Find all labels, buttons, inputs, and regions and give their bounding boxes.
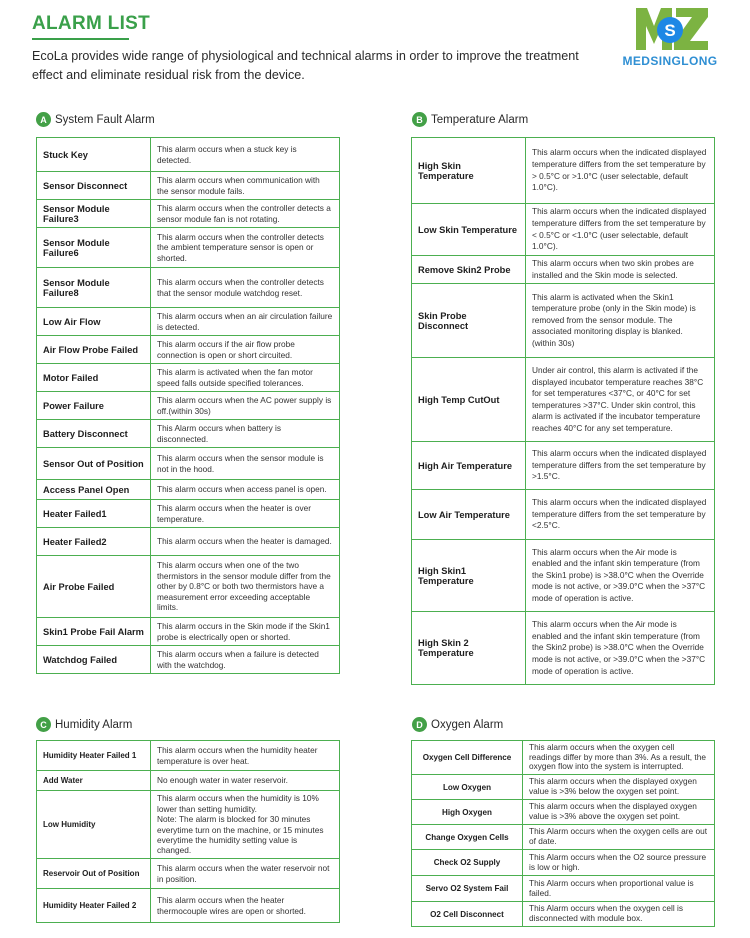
table-row (37, 889, 340, 923)
brand-logo (604, 4, 736, 76)
table-row (412, 775, 715, 800)
alarm-name: Battery Disconnect (37, 420, 151, 448)
alarm-name: Sensor Module Failure3 (37, 200, 151, 228)
table-row (412, 825, 715, 850)
section-a-badge: A (36, 112, 51, 127)
alarm-description: Under air control, this alarm is activated if the displayed incubator temperature reaches 38°C for set temperatures <37°C, or 40°C for set temperatures >37°C. Under skin control, this alarm is activated if the incubator temperature reaches 40°C for any set temperature. (526, 358, 715, 442)
alarm-description: This alarm occurs when the heater thermocouple wires are open or shorted. (151, 889, 340, 923)
alarm-description: This Alarm occurs when the oxygen cell is disconnected with module box. (523, 902, 715, 927)
alarm-name: Air Probe Failed (37, 556, 151, 618)
alarm-description: This alarm occurs when the controller detects that the sensor module watchdog reset. (151, 268, 340, 308)
alarm-name: Watchdog Failed (37, 646, 151, 674)
table-row (37, 138, 340, 172)
alarm-name: Humidity Heater Failed 2 (37, 889, 151, 923)
alarm-description: This alarm occurs when an air circulation failure is detected. (151, 308, 340, 336)
alarm-name: Sensor Module Failure8 (37, 268, 151, 308)
alarm-name: Low Skin Temperature (412, 204, 526, 256)
alarm-name: Heater Failed2 (37, 528, 151, 556)
alarm-description: This alarm occurs when the sensor module is not in the hood. (151, 448, 340, 480)
alarm-name: Sensor Disconnect (37, 172, 151, 200)
table-row (37, 500, 340, 528)
alarm-description: This alarm is activated when the Skin1 temperature probe (only in the Skin mode) is removed from the sensor module. The associated monitoring display is blanked. (within 30s) (526, 284, 715, 358)
section-b-title: Temperature Alarm (431, 113, 529, 126)
alarm-description: This alarm occurs when the water reservoir not in position. (151, 859, 340, 889)
alarm-description: This Alarm occurs when the oxygen cells are out of date. (523, 825, 715, 850)
alarm-name: High Skin1 Temperature (412, 540, 526, 612)
alarm-description: This alarm is activated when the fan motor speed falls outside specified tolerances. (151, 364, 340, 392)
section-c-badge: C (36, 717, 51, 732)
alarm-description: This alarm occurs when the AC power supply is off.(within 30s) (151, 392, 340, 420)
table-row (412, 138, 715, 204)
logo-text: MEDSINGLONG (622, 54, 718, 68)
alarm-name: Remove Skin2 Probe (412, 256, 526, 284)
table-row (412, 902, 715, 927)
alarm-description: This alarm occurs when the heater is damaged. (151, 528, 340, 556)
table-row (37, 172, 340, 200)
alarm-name: Humidity Heater Failed 1 (37, 741, 151, 771)
alarm-description: This alarm occurs when one of the two thermistors in the sensor module differ from the other by 0.8°C or both two thermistors have a measurement error exceeding acceptable limits. (151, 556, 340, 618)
alarm-description: This Alarm occurs when the O2 source pressure is low or high. (523, 850, 715, 876)
table-row (37, 741, 340, 771)
humidity-alarm-table (36, 740, 340, 923)
alarm-description: This alarm occurs when the humidity is 10% lower than setting humidity. Note: The alarm is blocked for 30 minutes everytime turn on the machine, or 15 minutes everytime the humidity setting value is changed. (151, 791, 340, 859)
oxygen-alarm-table (411, 740, 715, 927)
alarm-description: This Alarm occurs when proportional value is failed. (523, 876, 715, 902)
section-b-heading (412, 112, 528, 127)
intro-paragraph: EcoLa provides wide range of physiological and technical alarms in order to improve the treatment effect and eliminate residual risk from the device. (32, 49, 579, 82)
table-row (412, 256, 715, 284)
table-row (412, 800, 715, 825)
alarm-description: This alarm occurs in the Skin mode if the Skin1 probe is electrically open or shorted. (151, 618, 340, 646)
alarm-description: This alarm occurs when two skin probes are installed and the Skin mode is selected. (526, 256, 715, 284)
alarm-description: This Alarm occurs when battery is disconnected. (151, 420, 340, 448)
table-row (412, 540, 715, 612)
alarm-name: Sensor Module Failure6 (37, 228, 151, 268)
alarm-name: Low Air Flow (37, 308, 151, 336)
alarm-description: This alarm occurs when a failure is detected with the watchdog. (151, 646, 340, 674)
section-a-title: System Fault Alarm (55, 113, 155, 126)
table-row (37, 336, 340, 364)
alarm-name: High Temp CutOut (412, 358, 526, 442)
alarm-name: High Air Temperature (412, 442, 526, 490)
table-row (37, 308, 340, 336)
alarm-name: Motor Failed (37, 364, 151, 392)
alarm-description: This alarm occurs when the indicated displayed temperature differs from the set temperature by > 0.5°C or >1.0°C (user selectable, default 1.0°C). (526, 138, 715, 204)
table-row (412, 490, 715, 540)
section-d-badge: D (412, 717, 427, 732)
table-row (37, 528, 340, 556)
alarm-name: Power Failure (37, 392, 151, 420)
table-row (37, 448, 340, 480)
table-row (37, 364, 340, 392)
section-d-heading (412, 717, 503, 732)
alarm-name: Sensor Out of Position (37, 448, 151, 480)
alarm-name: High Skin 2 Temperature (412, 612, 526, 685)
alarm-name: Change Oxygen Cells (412, 825, 523, 850)
alarm-name: Add Water (37, 771, 151, 791)
alarm-name: Low Air Temperature (412, 490, 526, 540)
table-row (37, 420, 340, 448)
alarm-description: This alarm occurs if the air flow probe connection is open or short circuited. (151, 336, 340, 364)
temperature-alarm-table (411, 137, 715, 685)
table-row (37, 392, 340, 420)
table-row (412, 204, 715, 256)
table-row (412, 358, 715, 442)
table-row (412, 850, 715, 876)
alarm-name: Reservoir Out of Position (37, 859, 151, 889)
table-row (412, 284, 715, 358)
alarm-description: This alarm occurs when communication with the sensor module fails. (151, 172, 340, 200)
alarm-description: This alarm occurs when the Air mode is enabled and the infant skin temperature (from the Skin1 probe) is >38.0°C when the Override mode is not active, or >39.0°C when the >37°C mode of operation is active. (526, 540, 715, 612)
alarm-name: Skin Probe Disconnect (412, 284, 526, 358)
alarm-description: This alarm occurs when the displayed oxygen value is >3% below the oxygen set point. (523, 775, 715, 800)
svg-text:S: S (664, 21, 676, 40)
title-underline (32, 38, 129, 40)
alarm-name: Check O2 Supply (412, 850, 523, 876)
table-row (37, 791, 340, 859)
alarm-name: Air Flow Probe Failed (37, 336, 151, 364)
alarm-description: This alarm occurs when access panel is open. (151, 480, 340, 500)
alarm-description: This alarm occurs when the displayed oxygen value is >3% above the oxygen set point. (523, 800, 715, 825)
alarm-name: Oxygen Cell Difference (412, 741, 523, 775)
section-c-title: Humidity Alarm (55, 718, 133, 731)
table-row (37, 646, 340, 674)
alarm-description: This alarm occurs when the Air mode is enabled and the infant skin temperature (from the Skin2 probe) is >38.0°C when the Override mode is not active, or >39.0°C when the >37°C mode of operation is active. (526, 612, 715, 685)
section-d-title: Oxygen Alarm (431, 718, 504, 731)
alarm-description: No enough water in water reservoir. (151, 771, 340, 791)
alarm-description: This alarm occurs when the oxygen cell readings differ by more than 3%. As a result, the oxygen flow into the system is interrupted. (523, 741, 715, 775)
alarm-name: Low Oxygen (412, 775, 523, 800)
alarm-name: Access Panel Open (37, 480, 151, 500)
alarm-name: Low Humidity (37, 791, 151, 859)
alarm-name: High Oxygen (412, 800, 523, 825)
table-row (412, 612, 715, 685)
alarm-description: This alarm occurs when a stuck key is detected. (151, 138, 340, 172)
alarm-description: This alarm occurs when the heater is over temperature. (151, 500, 340, 528)
page-title: ALARM LIST (32, 13, 151, 34)
logo-mark-icon (604, 4, 736, 54)
table-row (37, 480, 340, 500)
alarm-description: This alarm occurs when the controller detects the ambient temperature sensor is open or shorted. (151, 228, 340, 268)
alarm-description: This alarm occurs when the indicated displayed temperature differs from the set temperature by < 0.5°C or <1.0°C (user selectable, default 1.0°C). (526, 204, 715, 256)
table-row (37, 771, 340, 791)
table-row (37, 618, 340, 646)
alarm-name: O2 Cell Disconnect (412, 902, 523, 927)
table-row (412, 876, 715, 902)
alarm-name: Skin1 Probe Fail Alarm (37, 618, 151, 646)
table-row (37, 268, 340, 308)
alarm-name: High Skin Temperature (412, 138, 526, 204)
alarm-description: This alarm occurs when the indicated displayed temperature differs from the set temperature by >1.5°C. (526, 442, 715, 490)
alarm-description: This alarm occurs when the indicated displayed temperature differs from the set temperature by <2.5°C. (526, 490, 715, 540)
table-row (37, 859, 340, 889)
alarm-name: Heater Failed1 (37, 500, 151, 528)
alarm-name: Stuck Key (37, 138, 151, 172)
table-row (37, 200, 340, 228)
section-b-badge: B (412, 112, 427, 127)
section-c-heading (36, 717, 132, 732)
alarm-description: This alarm occurs when the controller detects a sensor module fan is not rotating. (151, 200, 340, 228)
alarm-description: This alarm occurs when the humidity heater temperature is over heat. (151, 741, 340, 771)
system-fault-alarm-table (36, 137, 340, 674)
table-row (37, 556, 340, 618)
table-row (412, 442, 715, 490)
section-a-heading (36, 112, 155, 127)
alarm-name: Servo O2 System Fail (412, 876, 523, 902)
table-row (37, 228, 340, 268)
table-row (412, 741, 715, 775)
